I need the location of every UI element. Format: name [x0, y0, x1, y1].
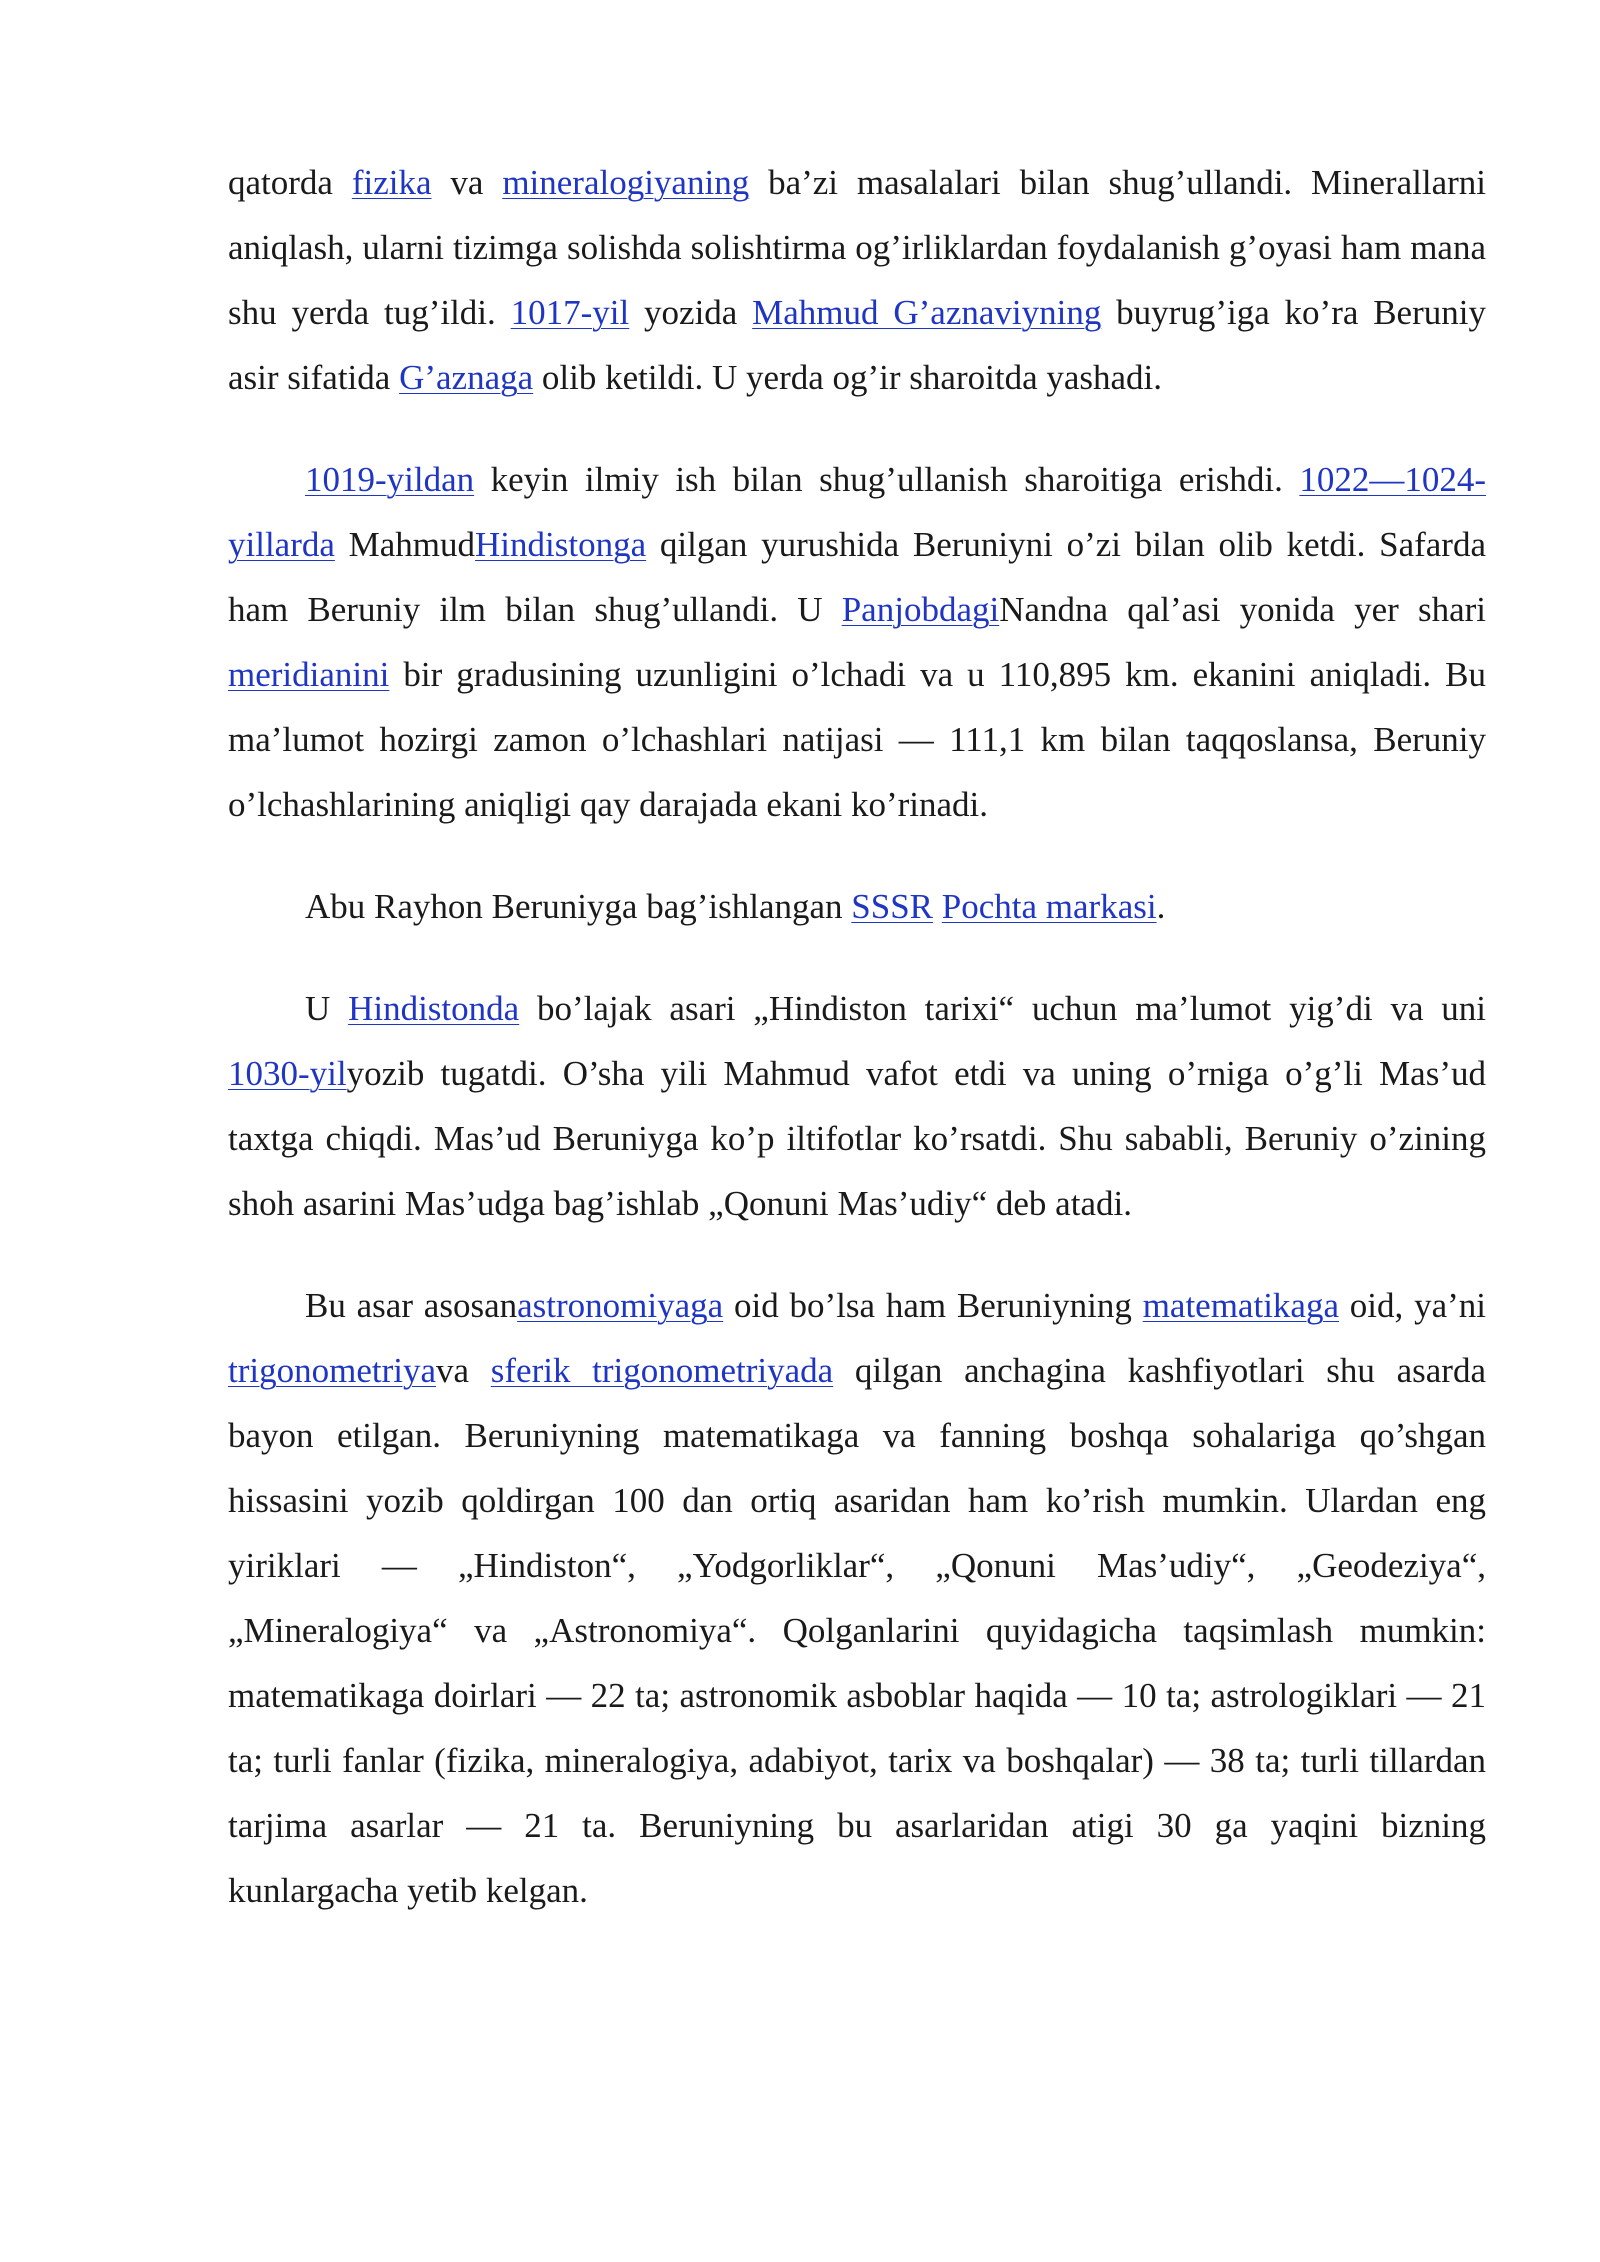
hyperlink[interactable]: Mahmud G’aznaviyning: [752, 293, 1102, 332]
hyperlink[interactable]: 1017-yil: [510, 293, 630, 332]
hyperlink[interactable]: 1019-yildan: [305, 460, 475, 499]
paragraph: [228, 447, 1486, 837]
paragraph-text: oid, ya’ni: [1338, 1286, 1486, 1325]
paragraph-text: [933, 887, 942, 926]
paragraph: [228, 874, 1486, 939]
hyperlink[interactable]: G’aznaga: [399, 358, 534, 397]
paragraph: [228, 1273, 1486, 1923]
paragraph-text: va: [436, 1351, 491, 1390]
hyperlink[interactable]: sferik trigonometriyada: [490, 1351, 834, 1390]
paragraph-text: bir gradusining uzunligini o’lchadi va u 110,895 km. ekanini aniqladi. Bu ma’lumot hozirgi zamon o’lchashlari natijasi — 111,1 km bilan taqqoslansa, Beruniy o’lchashlarining aniqligi qay darajada ekani ko’rinadi.: [228, 655, 1486, 824]
paragraph-text: yozib tugatdi. O’sha yili Mahmud vafot etdi va uning o’rniga o’g’li Mas’ud taxtga chiqdi. Mas’ud Beruniyga ko’p iltifotlar ko’rsatdi. Shu sababli, Beruniy o’zining shoh asarini Mas’udga bag’ishlab „Qonuni Mas’udiy“ deb atadi.: [228, 1054, 1486, 1223]
paragraph-text: buyrug’iga ko’ra Beruniy asir sifatida: [228, 293, 1486, 397]
paragraph-text: va: [431, 163, 503, 202]
hyperlink[interactable]: Panjobdagi: [841, 590, 1000, 629]
paragraph-text: oid bo’lsa ham Beruniyning: [723, 1286, 1143, 1325]
hyperlink[interactable]: matematikaga: [1142, 1286, 1339, 1325]
paragraph-text: Nandna qal’asi yonida yer shari: [999, 590, 1487, 629]
paragraph-text: bo’lajak asari „Hindiston tarixi“ uchun ma’lumot yig’di va uni: [519, 989, 1487, 1028]
paragraph: [228, 976, 1486, 1236]
hyperlink[interactable]: SSSR: [851, 887, 934, 926]
hyperlink[interactable]: mineralogiyaning: [502, 163, 750, 202]
hyperlink[interactable]: astronomiyaga: [517, 1286, 724, 1325]
paragraph: [228, 150, 1486, 410]
paragraph-text: Abu Rayhon Beruniyga bag’ishlangan: [305, 887, 852, 926]
paragraph-text: qilgan anchagina kashfiyotlari shu asarda bayon etilgan. Beruniyning matematikaga va fanning boshqa sohalariga qo’shgan hissasini yozib qoldirgan 100 dan ortiq asaridan ham ko’rish mumkin. Ulardan eng yiriklari — „Hindiston“, „Yodgorliklar“, „Qonuni Mas’udiy“, „Geodeziya“, „Mineralogiya“ va „Astronomiya“. Qolganlarini quyidagicha taqsimlash mumkin: matematikaga doirlari — 22 ta; astronomik asboblar haqida — 10 ta; astrologiklari — 21 ta; turli fanlar (fizika, mineralogiya, adabiyot, tarix va boshqalar) — 38 ta; turli tillardan tarjima asarlar — 21 ta. Beruniyning bu asarlaridan atigi 30 ga yaqini bizning kunlargacha yetib kelgan.: [228, 1351, 1486, 1910]
paragraph-text: Bu asar asosan: [305, 1286, 518, 1325]
paragraph-text: qilgan yurushida Beruniyni o’zi bilan olib ketdi. Safarda ham Beruniy ilm bilan shug’ullandi. U: [228, 525, 1486, 629]
paragraph-text: yozida: [629, 293, 753, 332]
hyperlink[interactable]: 1030-yil: [228, 1054, 347, 1093]
paragraph-text: olib ketildi. U yerda og’ir sharoitda yashadi.: [533, 358, 1163, 397]
hyperlink[interactable]: Hindistonda: [348, 989, 520, 1028]
paragraph-text: ba’zi masalalari bilan shug’ullandi. Minerallarni aniqlash, ularni tizimga solishda solishtirma og’irliklardan foydalanish g’oyasi ham mana shu yerda tug’ildi.: [228, 163, 1486, 332]
paragraph-text: Mahmud: [334, 525, 476, 564]
hyperlink[interactable]: Pochta markasi: [941, 887, 1157, 926]
paragraph-text: qatorda: [228, 163, 352, 202]
hyperlink[interactable]: 1022—1024-yillarda: [228, 460, 1486, 564]
hyperlink[interactable]: meridianini: [228, 655, 390, 694]
hyperlink[interactable]: fizika: [351, 163, 432, 202]
paragraph-text: .: [1156, 887, 1166, 926]
paragraph-text: U: [305, 989, 349, 1028]
paragraph-text: keyin ilmiy ish bilan shug’ullanish sharoitiga erishdi.: [474, 460, 1300, 499]
document-page: [228, 150, 1486, 1960]
hyperlink[interactable]: Hindistonga: [475, 525, 647, 564]
hyperlink[interactable]: trigonometriya: [228, 1351, 437, 1390]
